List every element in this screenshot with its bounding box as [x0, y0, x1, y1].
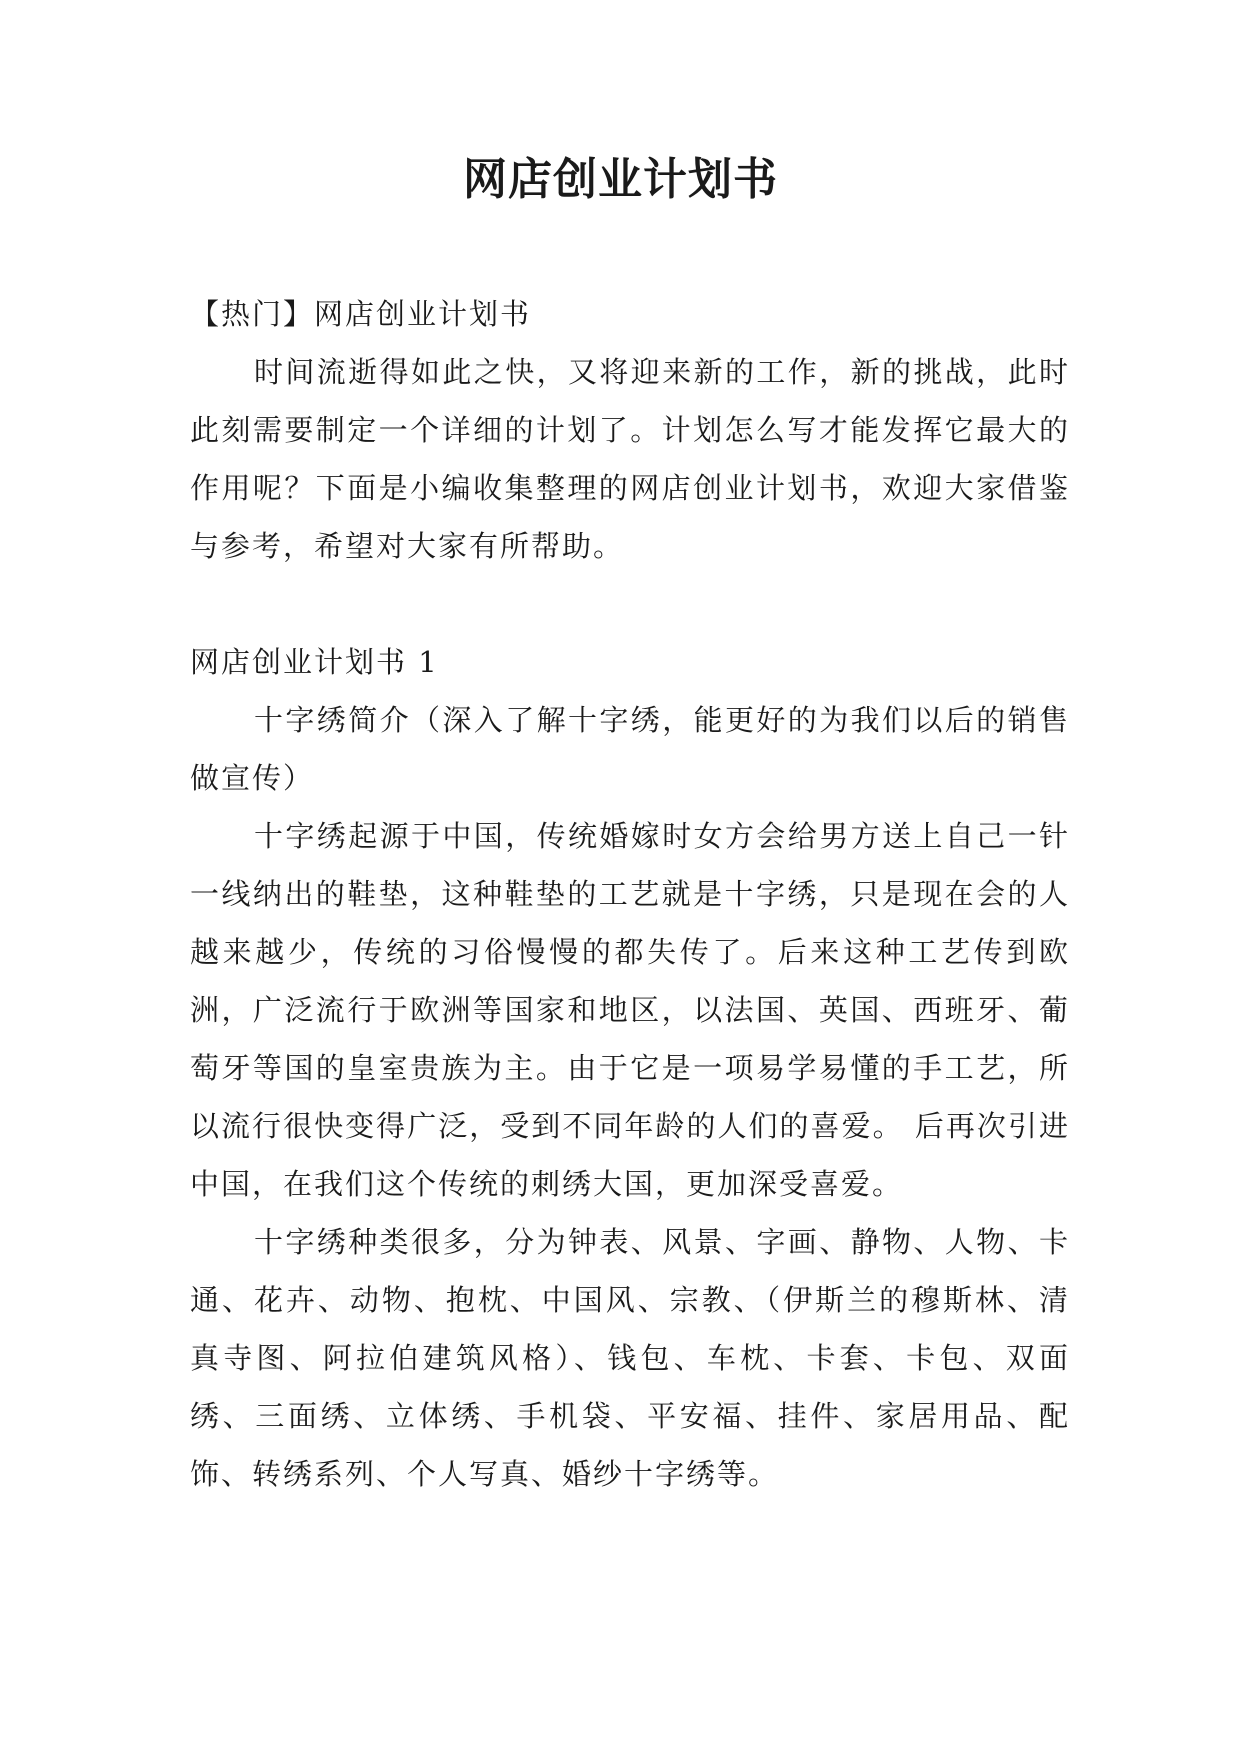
body-paragraph: 十字绣简介（深入了解十字绣，能更好的为我们以后的销售做宣传） [190, 703, 1070, 795]
paragraph-gap [190, 575, 1070, 633]
document-title: 网店创业计划书 [463, 154, 778, 205]
body-paragraph: 十字绣种类很多，分为钟表、风景、字画、静物、人物、卡通、花卉、动物、抱枕、中国风、宗教、（伊斯兰的穆斯林、清真寺图、阿拉伯建筑风格）、钱包、车枕、卡套、卡包、双面绣、三面绣、立体绣、手机袋、平安福、挂件、家居用品、配饰、转绣系列、个人写真、婚纱十字绣等。 [190, 1225, 1070, 1491]
document-body [190, 285, 1070, 1503]
body-paragraph: 十字绣起源于中国，传统婚嫁时女方会给男方送上自己一针一线纳出的鞋垫，这种鞋垫的工艺就是十字绣，只是现在会的人越来越少，传统的习俗慢慢的都失传了。后来这种工艺传到欧洲，广泛流行于欧洲等国家和地区，以法国、英国、西班牙、葡萄牙等国的皇室贵族为主。由于它是一项易学易懂的手工艺，所以流行很快变得广泛，受到不同年龄的人们的喜爱。 后再次引进中国，在我们这个传统的刺绣大国，更加深受喜爱。 [190, 819, 1070, 1201]
lead-heading: 【热门】网店创业计划书 [190, 297, 532, 331]
intro-paragraph: 时间流逝得如此之快，又将迎来新的工作，新的挑战，此时此刻需要制定一个详细的计划了。计划怎么写才能发挥它最大的作用呢？下面是小编收集整理的网店创业计划书，欢迎大家借鉴与参考，希望对大家有所帮助。 [190, 355, 1070, 563]
section-heading: 网店创业计划书 1 [190, 645, 439, 679]
